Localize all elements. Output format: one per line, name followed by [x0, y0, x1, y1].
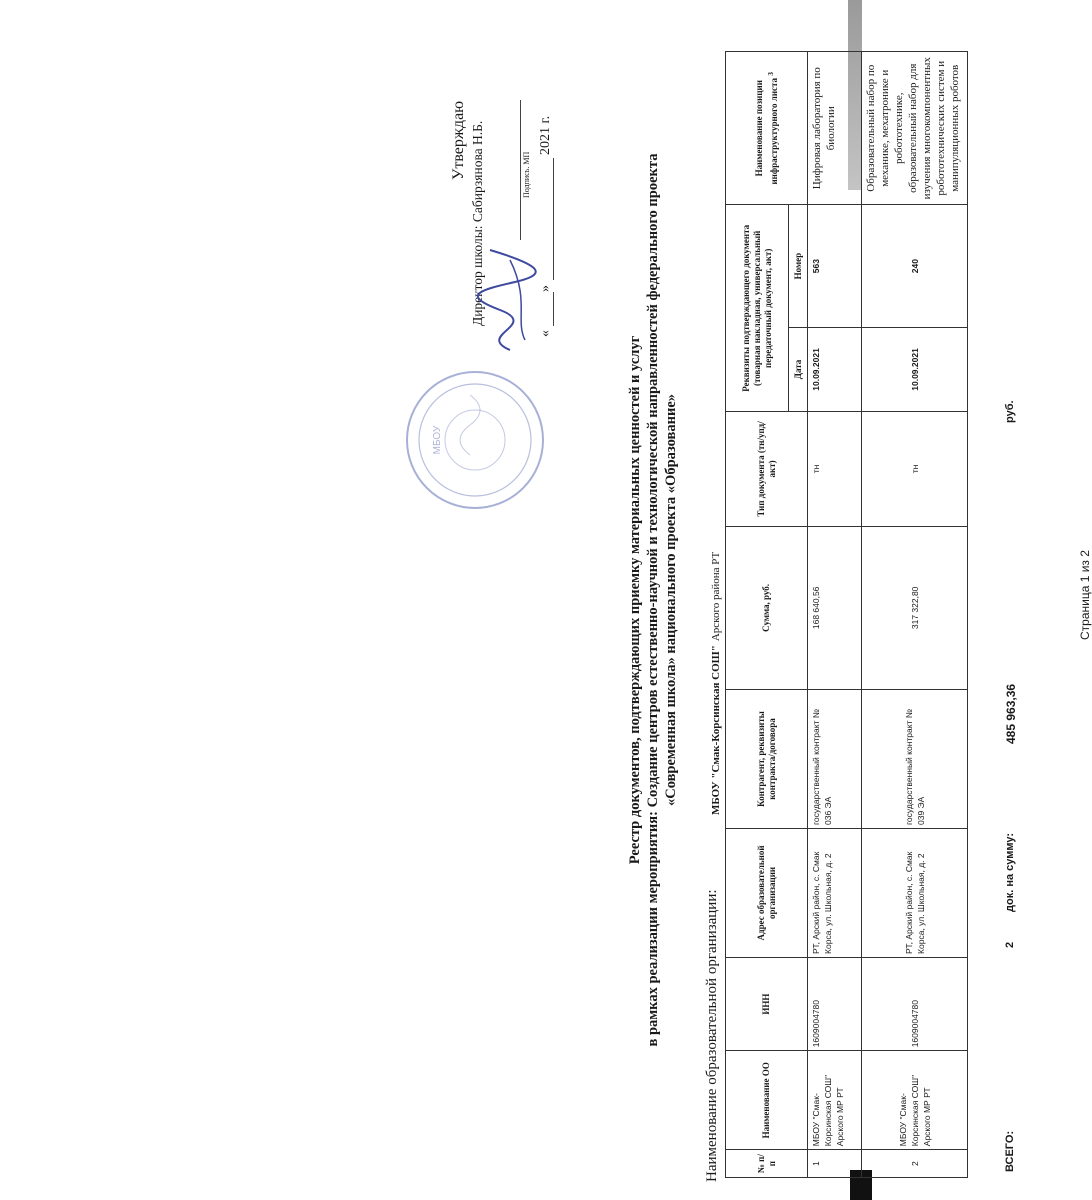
header-address: Адрес образовательной организации [726, 829, 808, 958]
header-requisites: Реквизиты подтверждающего документа (товарная накладная, универсальный передаточный документ, акт) [726, 205, 789, 412]
register-table [725, 51, 968, 1178]
table-row [808, 52, 862, 1178]
cell-address: РТ, Арский район, с. Смак Корса, ул. Школьная, д. 2 [862, 829, 968, 958]
total-currency: руб. [1004, 400, 1016, 423]
cell-position: Образовательный набор по механике, мехатронике и робототехнике, образовательный набор для изучения многокомпонентных робототехнических систем и манипуляционных роботов [862, 52, 968, 205]
header-position-sup: 3 [765, 71, 775, 76]
date-day-line [553, 292, 554, 326]
approval-director: Директор школы: Сабирзянова Н.Б. [470, 120, 485, 326]
cell-doc-type: тн [862, 412, 968, 526]
cell-contractor: государственный контракт № 036 ЭА [808, 690, 862, 829]
signature-caption: Подпись. МП [522, 151, 531, 198]
header-position [726, 52, 808, 205]
org-name [706, 552, 724, 815]
header-org: Наименование ОО [726, 1051, 808, 1150]
cell-num: 2 [862, 1150, 968, 1178]
cell-date: 10.09.2021 [808, 327, 862, 411]
header-doc-type: Тип документа (тн/упд/акт) [726, 412, 808, 526]
header-inn: ИНН [726, 957, 808, 1050]
date-close-quote: » [538, 285, 553, 292]
page-number: Страница 1 из 2 [1078, 550, 1092, 640]
cell-contractor: государственный контракт № 039 ЭА [862, 690, 968, 829]
school-stamp-icon [400, 365, 550, 515]
signature-line [520, 100, 521, 240]
header-date: Дата [789, 327, 808, 411]
org-name-rest: Арского района РТ [710, 551, 722, 642]
org-label: Наименование образовательной организации: [704, 889, 720, 1182]
approval-title: Утверждаю [450, 100, 467, 180]
date-month-line [553, 158, 554, 280]
cell-sum: 317 322,80 [862, 526, 968, 689]
cell-inn: 1609004780 [862, 957, 968, 1050]
cell-position: Цифровая лаборатория по биологии [808, 52, 862, 205]
cell-num: 1 [808, 1150, 862, 1178]
cell-number: 563 [808, 205, 862, 327]
stamp-text: МБОУ [432, 425, 443, 455]
date-year: 2021 г. [538, 115, 553, 155]
title-line-1: Реестр документов, подтверждающих приемку материальных ценностей и услуг [627, 335, 643, 865]
total-label: ВСЕГО: [1004, 1130, 1016, 1172]
cell-org: МБОУ "Смак-Корсинская СОШ" Арского МР РТ [862, 1051, 968, 1150]
date-open-quote: « [538, 330, 553, 337]
header-sum: Сумма, руб. [726, 526, 808, 689]
signature-icon [470, 240, 550, 360]
header-contractor: Контрагент, реквизиты контракта/договора [726, 690, 808, 829]
cell-address: РТ, Арский район, с. Смак Корса, ул. Школьная, д. 2 [808, 829, 862, 958]
total-amount: 485 963,36 [1004, 683, 1018, 744]
cell-inn: 1609004780 [808, 957, 862, 1050]
total-count: 2 [1004, 941, 1016, 948]
cell-org: МБОУ "Смак-Корсинская СОШ" Арского МР РТ [808, 1051, 862, 1150]
cell-sum: 168 640,56 [808, 526, 862, 689]
cell-doc-type: тн [808, 412, 862, 526]
header-position-label: Наименование позиции инфраструктурного листа [753, 77, 779, 185]
header-number: Номер [789, 205, 808, 327]
title-line-2: в рамках реализации мероприятия: Создание центров естественно-научной и технологической направленностей федерального проекта [645, 153, 661, 1047]
table-row [862, 52, 968, 1178]
org-name-bold: МБОУ "Смак-Корсинская СОШ" [710, 645, 722, 815]
title-line-3: «Современная школа» национального проекта «Образование» [663, 393, 679, 807]
total-docs-label: док. на сумму: [1004, 833, 1016, 912]
page-title [626, 100, 680, 1100]
cell-number: 240 [862, 205, 968, 327]
cell-date: 10.09.2021 [862, 327, 968, 411]
header-num: № п/п [726, 1150, 808, 1178]
